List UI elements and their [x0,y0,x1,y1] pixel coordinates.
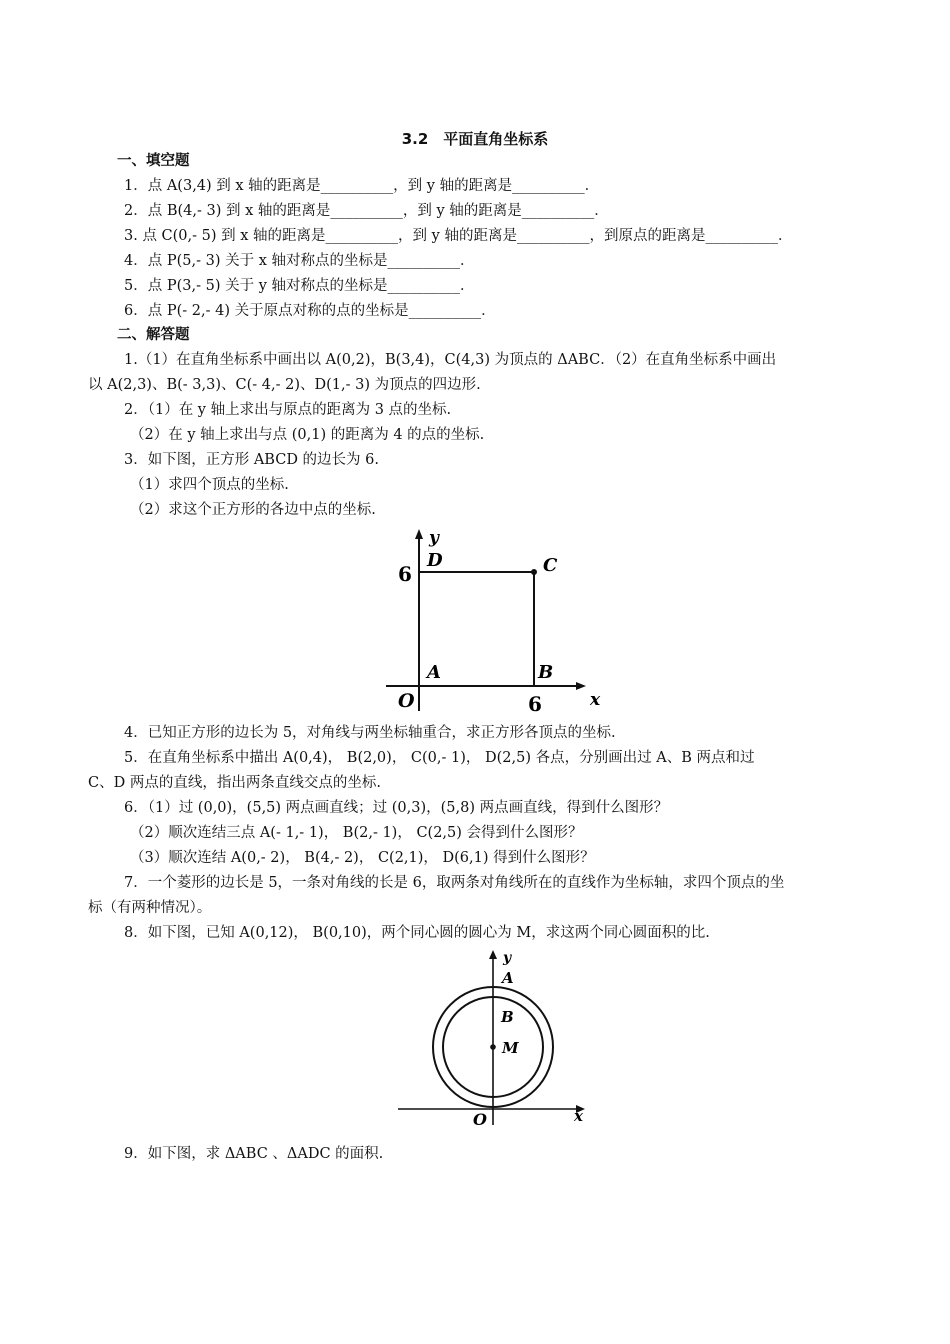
question-1-line-2: 以 A(2,3)、B(- 3,3)、C(- 4,- 2)、D(1,- 3) 为顶点的四边形. [88,377,481,393]
fill-question-1: 1．点 A(3,4) 到 x 轴的距离是__________，到 y 轴的距离是__________． [124,178,600,194]
label-b: B [501,1008,514,1026]
x-axis-label: x [574,1107,583,1125]
label-a: A [502,969,514,987]
question-7-line-1: 7．一个菱形的边长是 5，一条对角线的长是 6，取两条对角线所在的直线作为坐标轴，求四个顶点的坐 [124,875,785,891]
question-6-line-2: （2）顺次连结三点 A(- 1,- 1)， B(2,- 1)， C(2,5) 会得到什么图形？ [130,825,583,841]
question-9: 9．如下图，求 ΔABC 、ΔADC 的面积. [124,1146,384,1162]
question-3-line-1: 3．如下图，正方形 ABCD 的边长为 6. [124,452,380,468]
section-answer: 二、解答题 [117,327,190,343]
question-1-line-1: 1.（1）在直角坐标系中画出以 A(0,2)，B(3,4)，C(4,3) 为顶点的 ΔABC．（2）在直角坐标系中画出 [124,352,777,368]
question-8: 8．如下图，已知 A(0,12)， B(0,10)，两个同心圆的圆心为 M，求这两个同心圆面积的比. [124,925,710,941]
label-o: O [473,1110,487,1129]
question-5-line-2: C、D 两点的直线，指出两条直线交点的坐标. [88,775,381,791]
fill-question-3: 3. 点 C(0,- 5) 到 x 轴的距离是__________，到 y 轴的距离是__________，到原点的距离是__________． [124,228,793,244]
label-o: O [398,690,415,712]
label-b: B [538,662,554,683]
question-6-line-3: （3）顺次连结 A(0,- 2)， B(4,- 2)， C(2,1)， D(6,1) 得到什么图形？ [130,850,595,866]
square-figure [380,523,620,723]
question-4: 4．已知正方形的边长为 5，对角线与两坐标轴重合，求正方形各顶点的坐标. [124,725,616,741]
question-6-line-1: 6．（1）过 (0,0)，(5,5) 两点画直线；过 (0,3)，(5,8) 两点画直线，得到什么图形？ [124,800,669,816]
tick-label-y-6: 6 [398,562,412,586]
question-3-line-2: （1）求四个顶点的坐标. [130,477,289,493]
center-m-dot [490,1044,496,1050]
vertex-c-dot [531,569,537,575]
label-m: M [502,1039,519,1057]
question-5-line-1: 5．在直角坐标系中描出 A(0,4)， B(2,0)， C(0,- 1)， D(2,5) 各点，分别画出过 A、B 两点和过 [124,750,755,766]
section-fill-in: 一、填空题 [117,153,190,169]
x-axis-arrow [576,682,586,690]
fill-question-6: 6．点 P(- 2,- 4) 关于原点对称的点的坐标是__________． [124,303,496,319]
y-axis-arrow [489,950,497,959]
question-7-line-2: 标（有两种情况）。 [88,900,212,916]
label-c: C [543,555,558,576]
y-axis-arrow [415,529,423,539]
y-axis-label: y [503,950,512,966]
question-2-line-2: （2）在 y 轴上求出与点 (0,1) 的距离为 4 的点的坐标. [130,427,485,443]
fill-question-5: 5．点 P(3,- 5) 关于 y 轴对称点的坐标是__________． [124,278,475,294]
question-2-line-1: 2．（1）在 y 轴上求出与原点的距离为 3 点的坐标. [124,402,452,418]
fill-question-2: 2．点 B(4,- 3) 到 x 轴的距离是__________，到 y 轴的距离是__________． [124,203,609,219]
x-axis-label: x [590,690,601,710]
label-d: D [427,550,443,571]
page-title: 3.2 平面直角坐标系 [401,130,549,148]
circles-figure [390,945,600,1130]
y-axis-label: y [429,528,439,548]
tick-label-x-6: 6 [528,692,542,716]
label-a: A [427,662,441,683]
question-3-line-3: （2）求这个正方形的各边中点的坐标. [130,502,376,518]
fill-question-4: 4．点 P(5,- 3) 关于 x 轴对称点的坐标是__________． [124,253,475,269]
